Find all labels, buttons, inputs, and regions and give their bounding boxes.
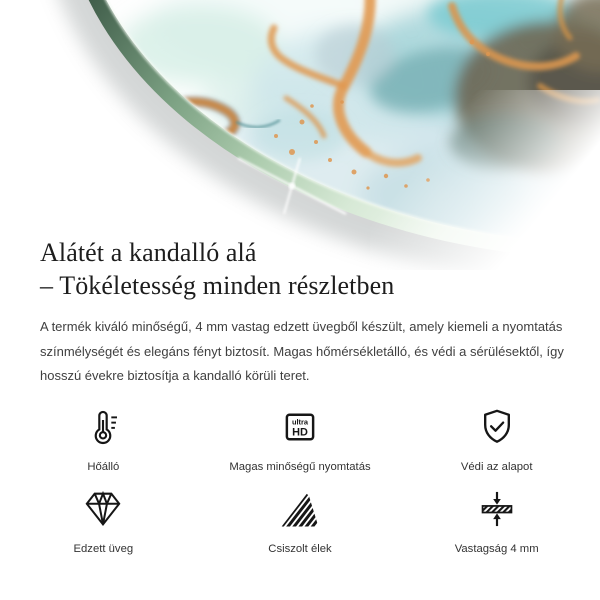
description-line: hosszú évekre biztosítja a kandalló körüli teret.	[40, 368, 310, 383]
feature-heat-resistant	[5, 406, 202, 475]
features-grid	[0, 406, 600, 557]
feature-thickness	[398, 488, 595, 557]
svg-text:ultra: ultra	[291, 416, 309, 426]
page-title	[40, 236, 560, 302]
description-line: színmélységét és elegáns fényt biztosít. Magas hőmérsékletálló, és védi a sérülésektől, így	[40, 343, 564, 359]
thickness-icon	[476, 488, 518, 530]
feature-ultra-hd-print	[202, 406, 399, 475]
text-block	[0, 236, 600, 389]
feature-polished-edges	[202, 488, 399, 557]
page-title-line1: Alátét a kandalló alá	[40, 238, 257, 267]
shield-check-icon	[476, 406, 518, 448]
page-title-line2: – Tökéletesség minden részletben	[40, 271, 395, 300]
feature-label: Magas minőségű nyomtatás	[229, 460, 371, 473]
svg-text:HD: HD	[292, 425, 308, 438]
feature-label: Edzett üveg	[73, 542, 134, 555]
description-line: A termék kiváló minőségű, 4 mm vastag edzett üvegből készült, amely kiemeli a nyomtatás	[40, 319, 563, 334]
product-description	[40, 315, 564, 389]
ultra-hd-icon	[279, 406, 321, 448]
product-image	[0, 0, 600, 270]
feature-label: Vastagság 4 mm	[454, 542, 539, 555]
hero-image-area	[0, 0, 600, 236]
feature-protects-base	[398, 406, 595, 475]
feature-label: Csiszolt élek	[268, 542, 332, 555]
polished-edges-icon	[279, 488, 321, 530]
feature-tempered-glass	[5, 488, 202, 557]
thermometer-icon	[82, 406, 124, 448]
feature-label: Védi az alapot	[460, 460, 533, 473]
diamond-icon	[82, 488, 124, 530]
feature-label: Hőálló	[87, 460, 120, 473]
